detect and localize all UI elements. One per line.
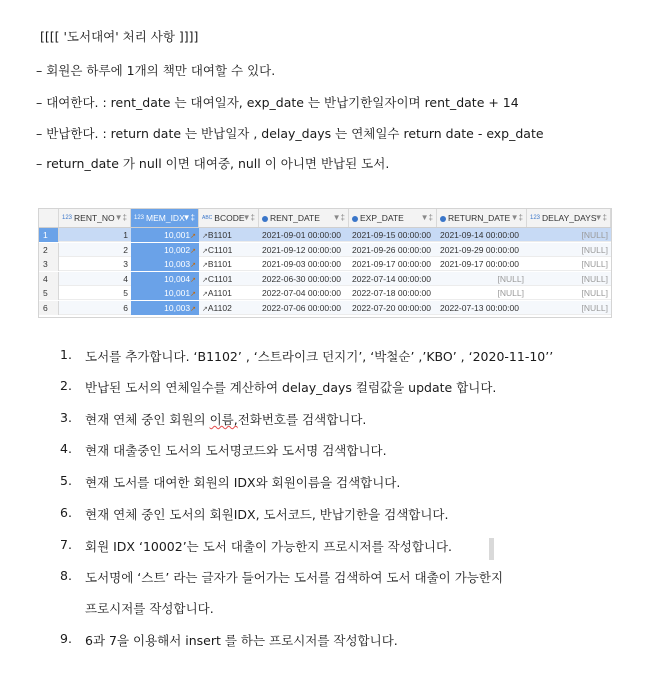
numeric-type-icon: 123 — [62, 215, 73, 221]
text-type-icon: ABC — [202, 215, 213, 221]
cell-delay-days[interactable]: [NULL] — [581, 302, 608, 313]
cell-rent-no[interactable]: 6 — [123, 302, 128, 313]
rule-bullet-2: – 대여한다. : rent_date 는 대여일자, exp_date 는 반납기한일자이며 rent_date + 14 — [36, 95, 519, 110]
spellcheck-underline: 이름, — [209, 412, 238, 427]
foreign-key-link-icon[interactable]: ↗ — [190, 291, 196, 298]
cell-return-date[interactable]: 2022-07-13 00:00:00 — [440, 302, 519, 313]
column-header-exp-date[interactable]: EXP_DATE ▼‡ — [349, 209, 437, 227]
cell-exp-date[interactable]: 2021-09-17 00:00:00 — [352, 259, 431, 269]
cell-exp-date[interactable]: 2021-09-15 00:00:00 — [352, 230, 431, 240]
cell-rent-date[interactable]: 2022-06-30 00:00:00 — [262, 273, 341, 284]
table-row[interactable] — [39, 243, 611, 257]
rule-bullet-3: – 반납한다. : return date 는 반납일자 , delay_days 는 연체일수 return date - exp_date — [36, 126, 544, 141]
cell-rent-date[interactable]: 2022-07-06 00:00:00 — [262, 302, 341, 313]
cell-mem-idx[interactable]: 10,002↗ — [131, 243, 199, 257]
sort-filter-icon[interactable]: ▼‡ — [182, 213, 195, 222]
column-header-rent-date[interactable]: RENT_DATE ▼‡ — [259, 209, 349, 227]
rule-bullet-4: – return_date 가 null 이면 대여중, null 이 아니면 반납된 도서. — [36, 156, 390, 171]
cell-rent-date[interactable]: 2021-09-03 00:00:00 — [262, 259, 341, 269]
table-row[interactable] — [39, 257, 611, 271]
row-number[interactable]: 4 — [39, 272, 59, 286]
foreign-key-link-icon[interactable]: ↗ — [190, 233, 196, 240]
cell-rent-date[interactable]: 2022-07-04 00:00:00 — [262, 288, 341, 298]
grid-header — [39, 209, 611, 228]
date-type-icon — [440, 216, 446, 222]
cell-bcode[interactable]: ↗C1101 — [202, 244, 233, 255]
sort-filter-icon[interactable]: ▼‡ — [242, 213, 255, 222]
foreign-key-link-icon[interactable]: ↗ — [202, 305, 208, 313]
rule-bullet-1: – 회원은 하루에 1개의 책만 대여할 수 있다. — [36, 63, 276, 78]
cell-rent-no[interactable]: 4 — [123, 273, 128, 284]
cell-delay-days[interactable]: [NULL] — [581, 230, 608, 240]
numeric-type-icon: 123 — [134, 215, 145, 221]
foreign-key-link-icon[interactable]: ↗ — [202, 233, 208, 240]
column-header-rent-no[interactable]: $^{123}$ RENT_NO ▼‡ — [59, 209, 131, 227]
cell-rent-no[interactable]: 2 — [123, 244, 128, 255]
cell-bcode[interactable]: ↗A1101 — [202, 288, 232, 298]
row-number-header — [39, 209, 59, 227]
cell-rent-no[interactable]: 5 — [123, 288, 128, 298]
row-number[interactable]: 1 — [39, 228, 59, 242]
column-header-bcode[interactable]: $^{ABC}$ BCODE ▼‡ — [199, 209, 259, 227]
table-row[interactable] — [39, 272, 611, 286]
column-header-return-date[interactable]: RETURN_DATE ▼‡ — [437, 209, 527, 227]
date-type-icon — [352, 216, 358, 222]
cell-bcode[interactable]: ↗C1101 — [202, 273, 233, 284]
column-header-delay-days[interactable]: $^{123}$ DELAY_DAYS ▼‡ — [527, 209, 611, 227]
table-row[interactable] — [39, 228, 611, 242]
sort-filter-icon[interactable]: ▼‡ — [594, 213, 607, 222]
foreign-key-link-icon[interactable]: ↗ — [190, 262, 196, 269]
cell-exp-date[interactable]: 2022-07-20 00:00:00 — [352, 302, 431, 313]
foreign-key-link-icon[interactable]: ↗ — [202, 262, 208, 269]
cell-bcode[interactable]: ↗B1101 — [202, 259, 232, 269]
row-number[interactable]: 5 — [39, 286, 59, 300]
page-title: [[[[ '도서대여' 처리 사항 ]]]] — [40, 29, 199, 44]
foreign-key-link-icon[interactable]: ↗ — [190, 247, 196, 255]
foreign-key-link-icon[interactable]: ↗ — [202, 291, 208, 298]
cell-mem-idx[interactable]: 10,001↗ — [131, 228, 199, 242]
cell-exp-date[interactable]: 2022-07-14 00:00:00 — [352, 273, 431, 284]
numeric-type-icon: 123 — [530, 215, 541, 221]
result-grid — [38, 208, 612, 318]
text-cursor-highlight — [489, 538, 494, 560]
cell-bcode[interactable]: ↗B1101 — [202, 230, 232, 240]
cell-exp-date[interactable]: 2022-07-18 00:00:00 — [352, 288, 431, 298]
foreign-key-link-icon[interactable]: ↗ — [202, 276, 208, 284]
foreign-key-link-icon[interactable]: ↗ — [190, 276, 196, 284]
cell-return-date[interactable]: 2021-09-29 00:00:00 — [440, 244, 519, 255]
sort-filter-icon[interactable]: ▼‡ — [114, 213, 127, 222]
cell-rent-no[interactable]: 1 — [123, 230, 128, 240]
cell-delay-days[interactable]: [NULL] — [581, 259, 608, 269]
cell-mem-idx[interactable]: 10,001↗ — [131, 286, 199, 300]
cell-mem-idx[interactable]: 10,003↗ — [131, 301, 199, 315]
foreign-key-link-icon[interactable]: ↗ — [202, 247, 208, 255]
cell-delay-days[interactable]: [NULL] — [581, 244, 608, 255]
cell-delay-days[interactable]: [NULL] — [581, 273, 608, 284]
cell-mem-idx[interactable]: 10,004↗ — [131, 272, 199, 286]
cell-rent-date[interactable]: 2021-09-12 00:00:00 — [262, 244, 341, 255]
row-number[interactable]: 2 — [39, 243, 59, 257]
cell-delay-days[interactable]: [NULL] — [581, 288, 608, 298]
table-row[interactable] — [39, 286, 611, 300]
column-header-mem-idx[interactable]: $^{123}$ MEM_IDX ▼‡ — [131, 209, 199, 227]
sort-filter-icon[interactable]: ▼‡ — [510, 213, 523, 222]
date-type-icon — [262, 216, 268, 222]
sort-filter-icon[interactable]: ▼‡ — [332, 213, 345, 222]
table-row[interactable] — [39, 301, 611, 315]
row-number[interactable]: 3 — [39, 257, 59, 271]
cell-return-date[interactable]: [NULL] — [497, 273, 524, 284]
foreign-key-link-icon[interactable]: ↗ — [190, 305, 196, 313]
cell-rent-date[interactable]: 2021-09-01 00:00:00 — [262, 230, 341, 240]
row-number[interactable]: 6 — [39, 301, 59, 315]
cell-return-date[interactable]: 2021-09-17 00:00:00 — [440, 259, 519, 269]
cell-mem-idx[interactable]: 10,003↗ — [131, 257, 199, 271]
sort-filter-icon[interactable]: ▼‡ — [420, 213, 433, 222]
cell-bcode[interactable]: ↗A1102 — [202, 302, 232, 313]
cell-return-date[interactable]: [NULL] — [497, 288, 524, 298]
cell-exp-date[interactable]: 2021-09-26 00:00:00 — [352, 244, 431, 255]
cell-rent-no[interactable]: 3 — [123, 259, 128, 269]
cell-return-date[interactable]: 2021-09-14 00:00:00 — [440, 230, 519, 240]
